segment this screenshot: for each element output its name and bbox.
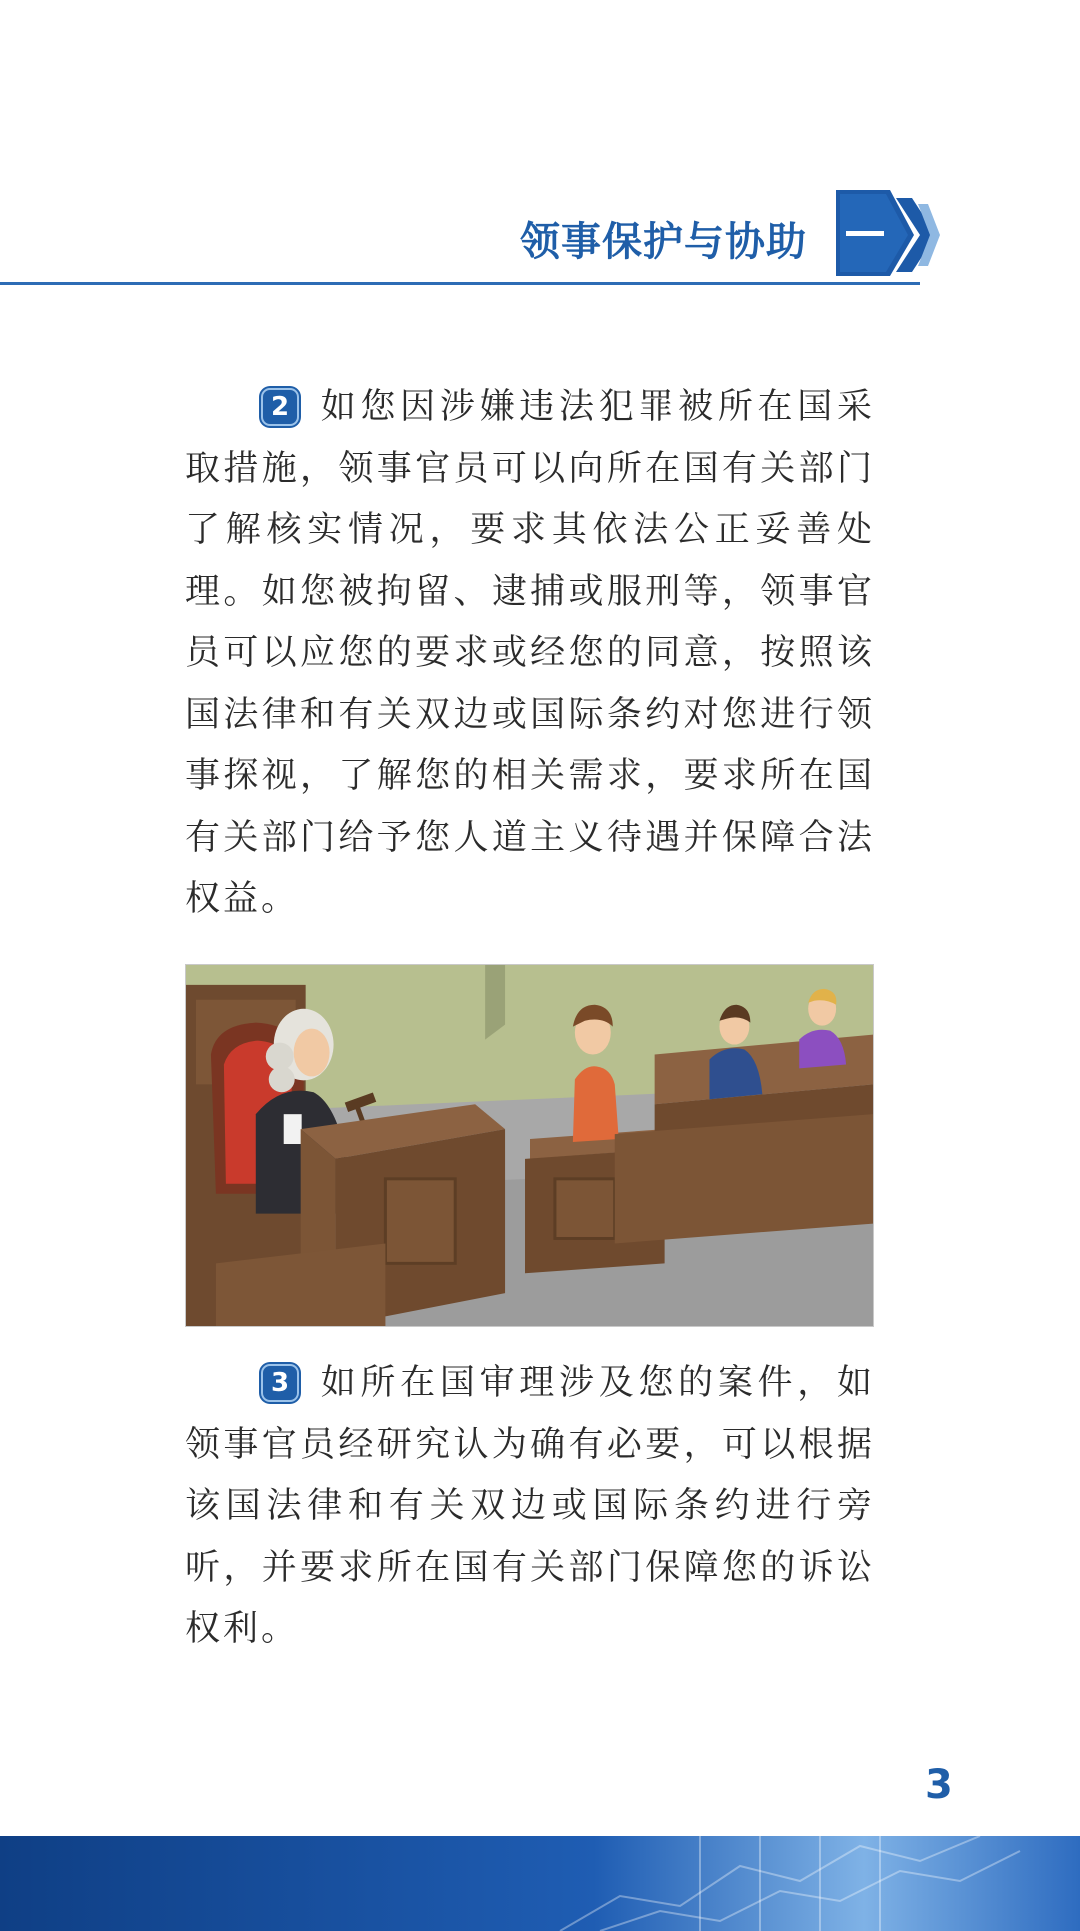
paragraph-text: 如所在国审理涉及您的案件，如领事官员经研究认为确有必要，可以根据该国法律和有关双边或国际条约进行旁听，并要求所在国有关部门保障您的诉讼权利。 bbox=[185, 1363, 875, 1649]
page-number: 3 bbox=[925, 1762, 953, 1808]
chapter-arrow-icon bbox=[832, 190, 940, 280]
courtroom-illustration bbox=[185, 964, 874, 1327]
chapter-mark bbox=[846, 231, 884, 236]
item-number-badge: 2 bbox=[261, 388, 299, 426]
paragraph-text: 如您因涉嫌违法犯罪被所在国采取措施，领事官员可以向所在国有关部门了解核实情况，要求其依法公正妥善处理。如您被拘留、逮捕或服刑等，领事官员可以应您的要求或经您的同意，按照该国法律和有关双边或国际条约对您进行领事探视，了解您的相关需求，要求所在国有关部门给予您人道主义待遇并保障合法权益。 bbox=[185, 387, 875, 919]
section-title: 领事保护与协助 bbox=[520, 219, 807, 265]
paragraph-2 bbox=[185, 377, 875, 932]
footer-banner bbox=[0, 1836, 1080, 1931]
header-divider bbox=[0, 282, 920, 285]
paragraph-3 bbox=[185, 1353, 875, 1663]
item-number-badge: 3 bbox=[261, 1364, 299, 1402]
